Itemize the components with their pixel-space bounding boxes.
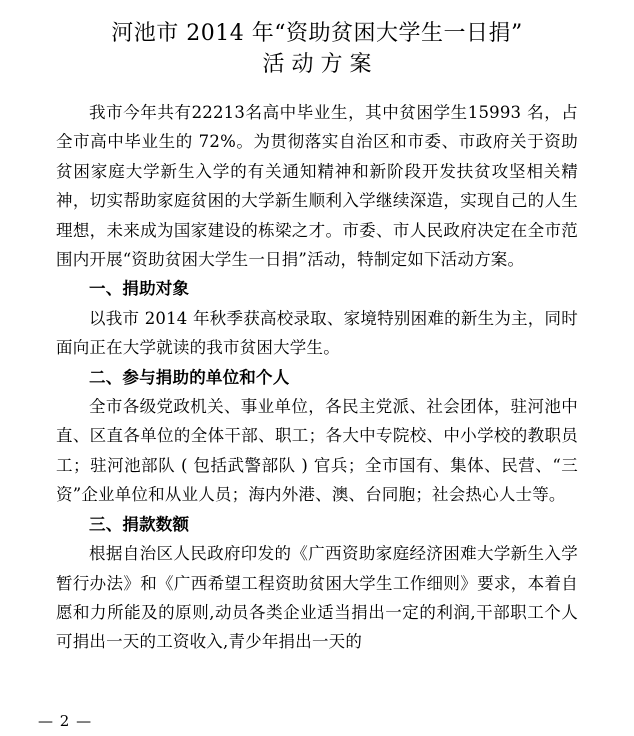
page-title-line-2: 活动方案: [262, 52, 379, 77]
intro-paragraph: 我市今年共有22213名高中毕业生，其中贫困学生15993 名，占全市高中毕业生的 72%。为贯彻落实自治区和市委、市政府关于资助贫困家庭大学新生入学的有关通知精神和新阶段开发扶贫攻坚相关精神，切实帮助家庭贫困的大学新生顺利入学继续深造，实现自己的人生理想，未来成为国家建设的栋梁之才。市委、市人民政府决定在全市范围内开展“资助贫困大学生一日捐”活动，特制定如下活动方案。: [56, 103, 578, 270]
section-heading-3: 三、捐款数额: [89, 514, 190, 534]
section-heading-2: 二、参与捐助的单位和个人: [89, 367, 290, 387]
section-heading-1: 一、捐助对象: [89, 279, 190, 299]
section-2-paragraph-1: 全市各级党政机关、事业单位，各民主党派、社会团体，驻河池中直、区直各单位的全体干部、职工；各大中专院校、中小学校的教职员工；驻河池部队 ( 包括武警部队 ) 官兵；全市国有、集体、民营、“三资”企业单位和从业人员；海内外港、澳、台同胞；社会热心人士等。: [56, 397, 578, 505]
document-body: [56, 98, 578, 657]
page-title-line-1: 河池市 2014 年“资助贫困大学生一日捐”: [111, 21, 523, 46]
page-number: — 2 —: [38, 712, 93, 730]
page-title: [56, 14, 578, 80]
section-1-paragraph-1: 以我市 2014 年秋季获高校录取、家境特别困难的新生为主，同时面向正在大学就读的我市贫困大学生。: [56, 308, 578, 358]
section-3-paragraph-1: 根据自治区人民政府印发的《广西资助家庭经济困难大学新生入学暂行办法》和《广西希望工程资助贫困大学生工作细则》要求，本着自愿和力所能及的原则,动员各类企业适当捐出一定的利润,干部职工个人可捐出一天的工资收入,青少年捐出一天的: [56, 544, 578, 652]
